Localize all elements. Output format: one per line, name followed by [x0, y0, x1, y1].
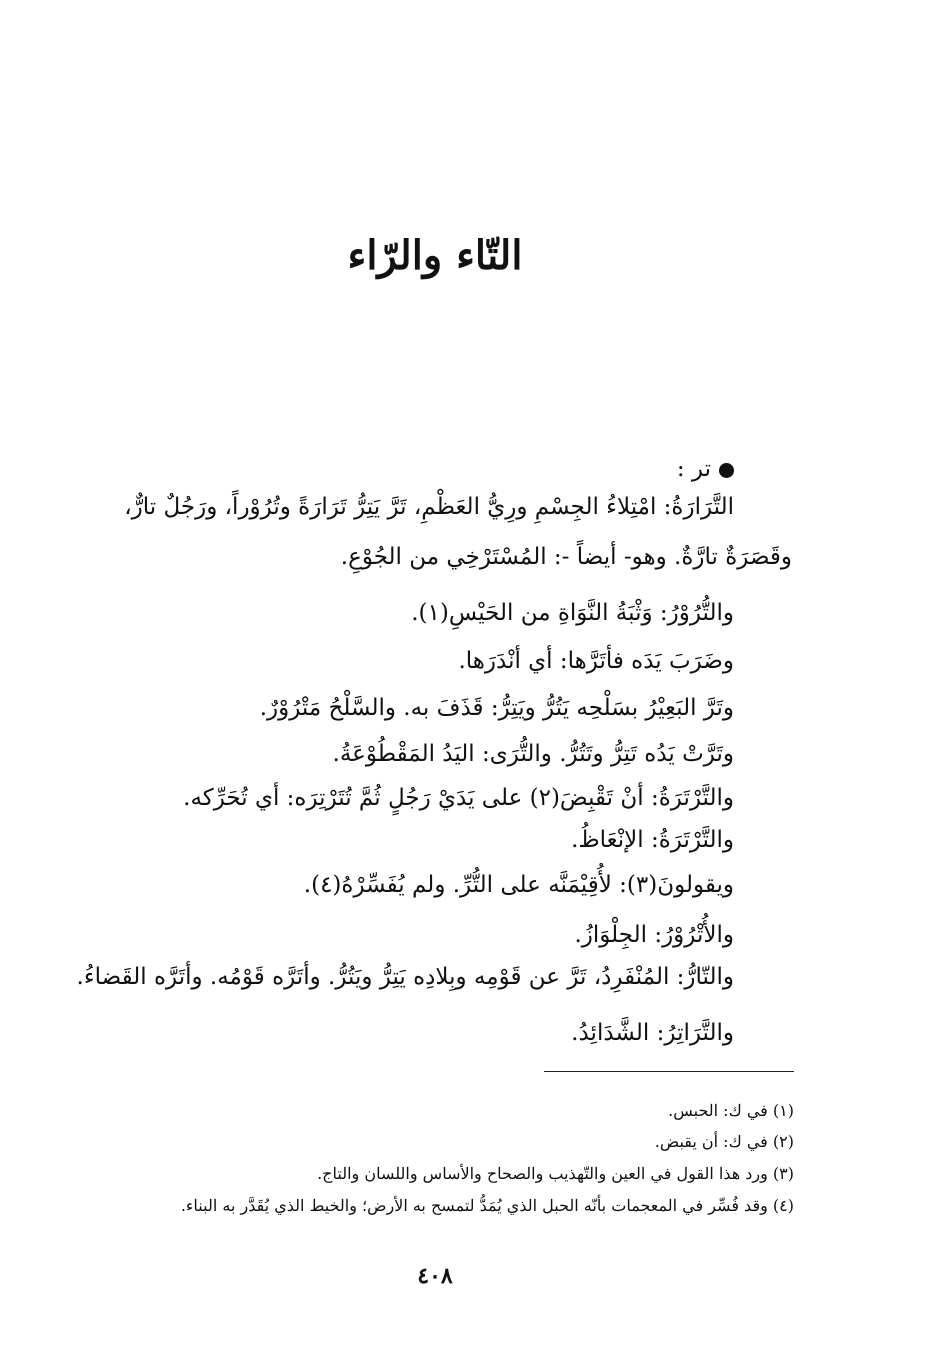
bullet-icon: [719, 463, 734, 478]
entry-line: والتَّرْتَرَةُ: أنْ تَقْبِضَ(٢) على يَدَيْ رَجُلٍ ثُمَّ تُتَرْتِرَه: أي تُحَرِّكه.: [183, 785, 734, 811]
entry-line: ويقولونَ(٣): لأُقِيْمَنَّه على التُّرِّ. ولم يُفَسِّرْهُ(٤).: [303, 872, 734, 898]
page-number: ٤٠٨: [417, 1263, 453, 1289]
root-heading: [677, 448, 734, 490]
chapter-title: التّاء والرّاء: [347, 232, 523, 279]
entry-line: وتَرَّتْ يَدُه تَتِرُّ وتَتُرُّ. والتُّرَى: اليَدُ المَقْطُوْعَةُ.: [332, 741, 734, 767]
entry-line: وقَصَرَةٌ تارَّةٌ. وهو- أيضاً -: المُسْتَرْخِي من الجُوْعِ.: [340, 544, 792, 570]
footnote: (٣) ورد هذا القول في العين والتّهذيب والصحاح والأساس واللسان والتاج.: [317, 1164, 794, 1183]
entry-line: وضَرَبَ يَدَه فأتَرَّها: أي أنْدَرَها.: [458, 648, 734, 674]
footnote: (٤) وقد فُسِّر في المعجمات بأنّه الحبل الذي يُمَدُّ لتمسح به الأرض؛ والخيط الذي يُقَدَّر به البناء.: [180, 1196, 794, 1215]
entry-line: التَّرَارَةُ: امْتِلاءُ الجِسْمِ ورِيُّ العَظْمِ، تَرَّ يَتِرُّ تَرَارَةً وتُرُوْراً، ورَجُلٌ تارٌّ،: [124, 494, 734, 520]
footnote: (٢) في ك: أن يقبض.: [654, 1132, 794, 1151]
entry-line: وتَرَّ البَعِيْرُ بسَلْحِه يَتُرُّ ويَتِرُّ: قَذَفَ به. والسَّلْحُ مَتْرُوْرٌ.: [259, 695, 734, 721]
entry-line: والتَّرَاتِرُ: الشَّدَائِدُ.: [571, 1020, 734, 1046]
root-heading-text: تر :: [676, 456, 711, 482]
entry-line: والتُّرُوْرُ: وَثْبَةُ النَّوَاةِ من الحَيْسِ(١).: [411, 600, 734, 626]
footnote: (١) في ك: الحبس.: [668, 1101, 794, 1120]
entry-line: والتّارُّ: المُنْفَرِدُ، تَرَّ عن قَوْمِه وبِلادِه يَتِرُّ ويَتُرُّ. وأتَرَّه قَوْمُه. وأتَرَّه القَضاءُ.: [76, 964, 734, 990]
entry-line: والأُتْرُوْرُ: الجِلْوَازُ.: [574, 922, 734, 948]
entry-line: والتَّرْتَرَةُ: الإنْعَاظُ.: [571, 827, 734, 853]
footnote-divider: [544, 1071, 794, 1072]
